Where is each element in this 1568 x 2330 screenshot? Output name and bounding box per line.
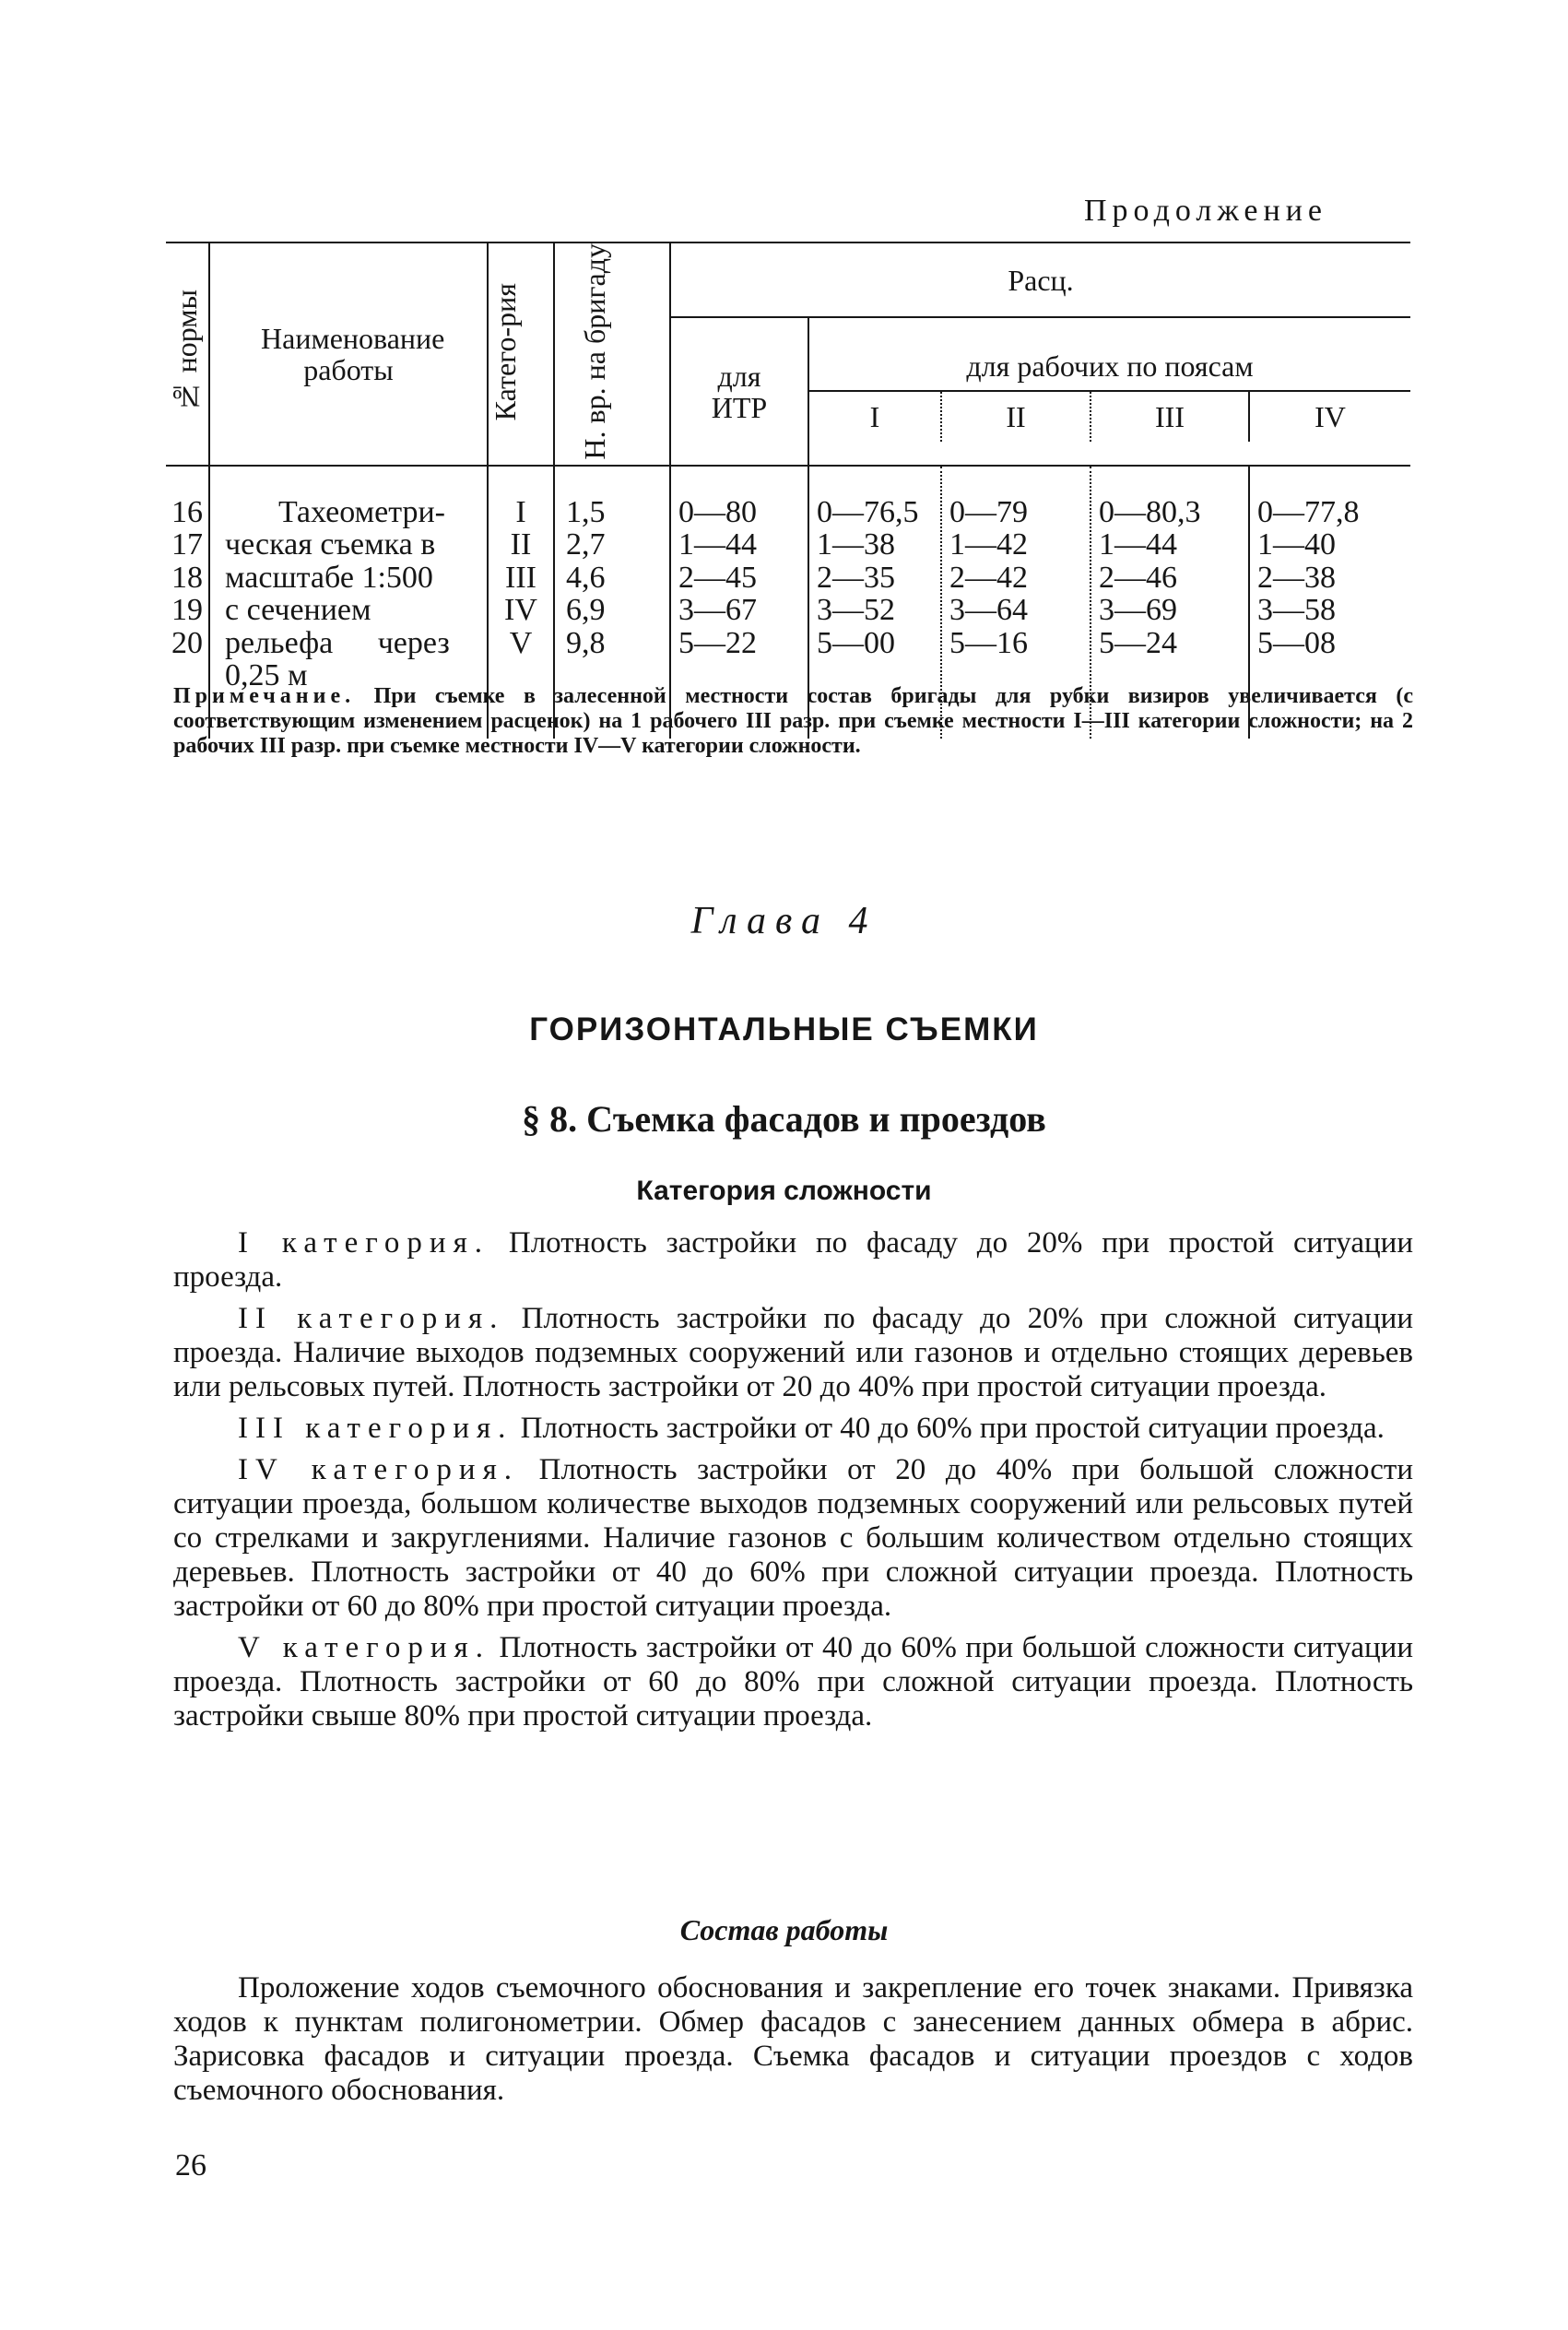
norm-number: 19: [171, 593, 203, 628]
itr-value: 5—22: [678, 625, 757, 660]
note-lead: Примечание.: [173, 684, 356, 708]
category-label: V категория.: [238, 1631, 490, 1664]
table-note: [173, 684, 1413, 759]
category-description: Плотность застройки по фасаду до 20% при сложной ситуации проезда. Наличие выходов подземных сооружений или газонов и отдельно стоящих деревьев или рельсовых путей. Плотность застройки от 20 до 40% при простой ситуации проезда.: [173, 1302, 1413, 1403]
category-label: III категория.: [238, 1412, 513, 1445]
header-work-name: [209, 242, 488, 466]
header-norm-no: [166, 242, 209, 466]
belt-iii-value: 0—80,3: [1099, 494, 1201, 529]
category-value: II: [510, 527, 532, 562]
header-belt-iv: IV: [1248, 392, 1410, 442]
header-category-label: Катего-рия: [489, 282, 522, 420]
time-value: 2,7: [566, 527, 606, 562]
itr-value: 2—45: [678, 560, 757, 595]
norm-number: 20: [171, 625, 203, 660]
work-name-line: с сечением: [225, 593, 371, 628]
work-name-line: Тахеометри-: [278, 494, 446, 529]
work-paragraph: Проложение ходов съемочного обоснования и закрепление его точек знаками. Привязка ходов к пунктам полигонометрии. Обмер фасадов с занесением данных обмера в абрис. Зарисовка фасадов и ситуации проезда. Съемка фасадов и ситуации проездов с ходов съемочного обоснования.: [173, 1971, 1413, 2107]
belt-iii-value: 1—44: [1099, 527, 1177, 562]
header-belt-i: I: [869, 399, 880, 433]
header-rates-label: Расц.: [1008, 263, 1074, 297]
work-name-line: ческая съемка в: [225, 527, 436, 562]
category-description: Плотность застройки от 20 до 40% при большой сложности ситуации проезда, большом количестве выходов подземных сооружений или рельсовых путей со стрелками и закруглениями. Наличие газонов с большим количеством отдельно стоящих деревьев. Плотность застройки от 40 до 60% при сложной ситуации проезда. Плотность застройки от 60 до 80% при простой ситуации проезда.: [173, 1453, 1414, 1623]
norm-number: 18: [171, 560, 203, 595]
header-category: [488, 242, 554, 466]
category-paragraph: [173, 1226, 1413, 1295]
work-name-line: масштабе 1:500: [225, 560, 433, 595]
time-value: 9,8: [566, 625, 606, 660]
header-workers-label: для рабочих по поясам: [809, 342, 1410, 392]
header-belt-iii: III: [1090, 392, 1248, 442]
category-paragraph: [173, 1302, 1413, 1404]
category-paragraph: [173, 1631, 1413, 1733]
belt-ii-value: 5—16: [949, 625, 1028, 660]
belt-i-value: 1—38: [817, 527, 895, 562]
itr-value: 1—44: [678, 527, 757, 562]
category-description: Плотность застройки по фасаду до 20% при простой ситуации проезда.: [173, 1226, 1414, 1294]
continuation-label: Продолжение: [1084, 194, 1328, 228]
belt-ii-value: 1—42: [949, 527, 1028, 562]
page-number: 26: [175, 2148, 206, 2182]
itr-value: 3—67: [678, 593, 757, 628]
complexity-subtitle: Категория сложности: [636, 1176, 932, 1206]
belt-iii-value: 3—69: [1099, 593, 1177, 628]
belt-ii-value: 3—64: [949, 593, 1028, 628]
category-value: IV: [504, 593, 537, 628]
norm-number: 17: [171, 527, 203, 562]
belt-i-value: 3—52: [817, 593, 895, 628]
categories-text: [173, 1226, 1413, 1741]
category-paragraph: [173, 1453, 1413, 1624]
work-composition-text: [173, 1971, 1413, 2115]
category-value: III: [505, 560, 536, 595]
category-label: II категория.: [238, 1302, 505, 1335]
category-value: V: [509, 625, 533, 660]
work-name-line: 0,25 м: [225, 658, 308, 693]
header-work-name-label: Наименование работы: [261, 321, 445, 386]
category-label: I категория.: [238, 1226, 490, 1260]
category-description: Плотность застройки от 40 до 60% при простой ситуации проезда.: [520, 1412, 1385, 1445]
category-value: I: [515, 494, 526, 529]
belt-ii-value: 0—79: [949, 494, 1028, 529]
time-value: 4,6: [566, 560, 606, 595]
header-itr-label: для ИТР: [711, 359, 768, 424]
header-time: [554, 242, 670, 466]
belt-i-value: 0—76,5: [817, 494, 919, 529]
time-value: 1,5: [566, 494, 606, 529]
belt-iv-value: 5—08: [1257, 625, 1336, 660]
belt-ii-value: 2—42: [949, 560, 1028, 595]
header-belt-ii: II: [940, 392, 1090, 442]
belt-iv-value: 1—40: [1257, 527, 1336, 562]
belt-i-value: 5—00: [817, 625, 895, 660]
section-title: § 8. Съемка фасадов и проездов: [522, 1098, 1046, 1140]
time-value: 6,9: [566, 593, 606, 628]
note-text: При съемке в залесенной местности состав бригады для рубки визиров увеличивается (с соответствующим изменением расценок) на 1 рабочего III разр. при съемке местности I—III категории сложности; на 2 рабочих III разр. при съемке местности IV—V категории сложности.: [173, 684, 1413, 758]
belt-iv-value: 2—38: [1257, 560, 1336, 595]
belt-iv-value: 3—58: [1257, 593, 1336, 628]
header-rates: [670, 242, 1410, 317]
norm-number: 16: [171, 494, 203, 529]
belt-iv-value: 0—77,8: [1257, 494, 1360, 529]
header-workers: [808, 317, 1410, 465]
belt-i-value: 2—35: [817, 560, 895, 595]
work-name-line: рельефа через: [225, 625, 450, 660]
norms-table: [166, 242, 1410, 739]
header-itr: [670, 317, 808, 465]
category-description: Плотность застройки от 40 до 60% при большой сложности ситуации проезда. Плотность застройки от 60 до 80% при сложной ситуации проезда. Плотность застройки свыше 80% при простой ситуации проезда.: [173, 1631, 1413, 1733]
category-label: IV категория.: [238, 1453, 520, 1486]
belt-iii-value: 5—24: [1099, 625, 1177, 660]
header-time-label: Н. вр. на бригаду: [578, 243, 611, 460]
chapter-title: ГОРИЗОНТАЛЬНЫЕ СЪЕМКИ: [529, 1011, 1039, 1047]
chapter-heading: Глава 4: [690, 900, 878, 942]
header-norm-no-label: № нормы: [170, 290, 204, 414]
itr-value: 0—80: [678, 494, 757, 529]
work-composition-subtitle: Состав работы: [679, 1913, 889, 1946]
belt-iii-value: 2—46: [1099, 560, 1177, 595]
category-paragraph: [173, 1412, 1413, 1446]
